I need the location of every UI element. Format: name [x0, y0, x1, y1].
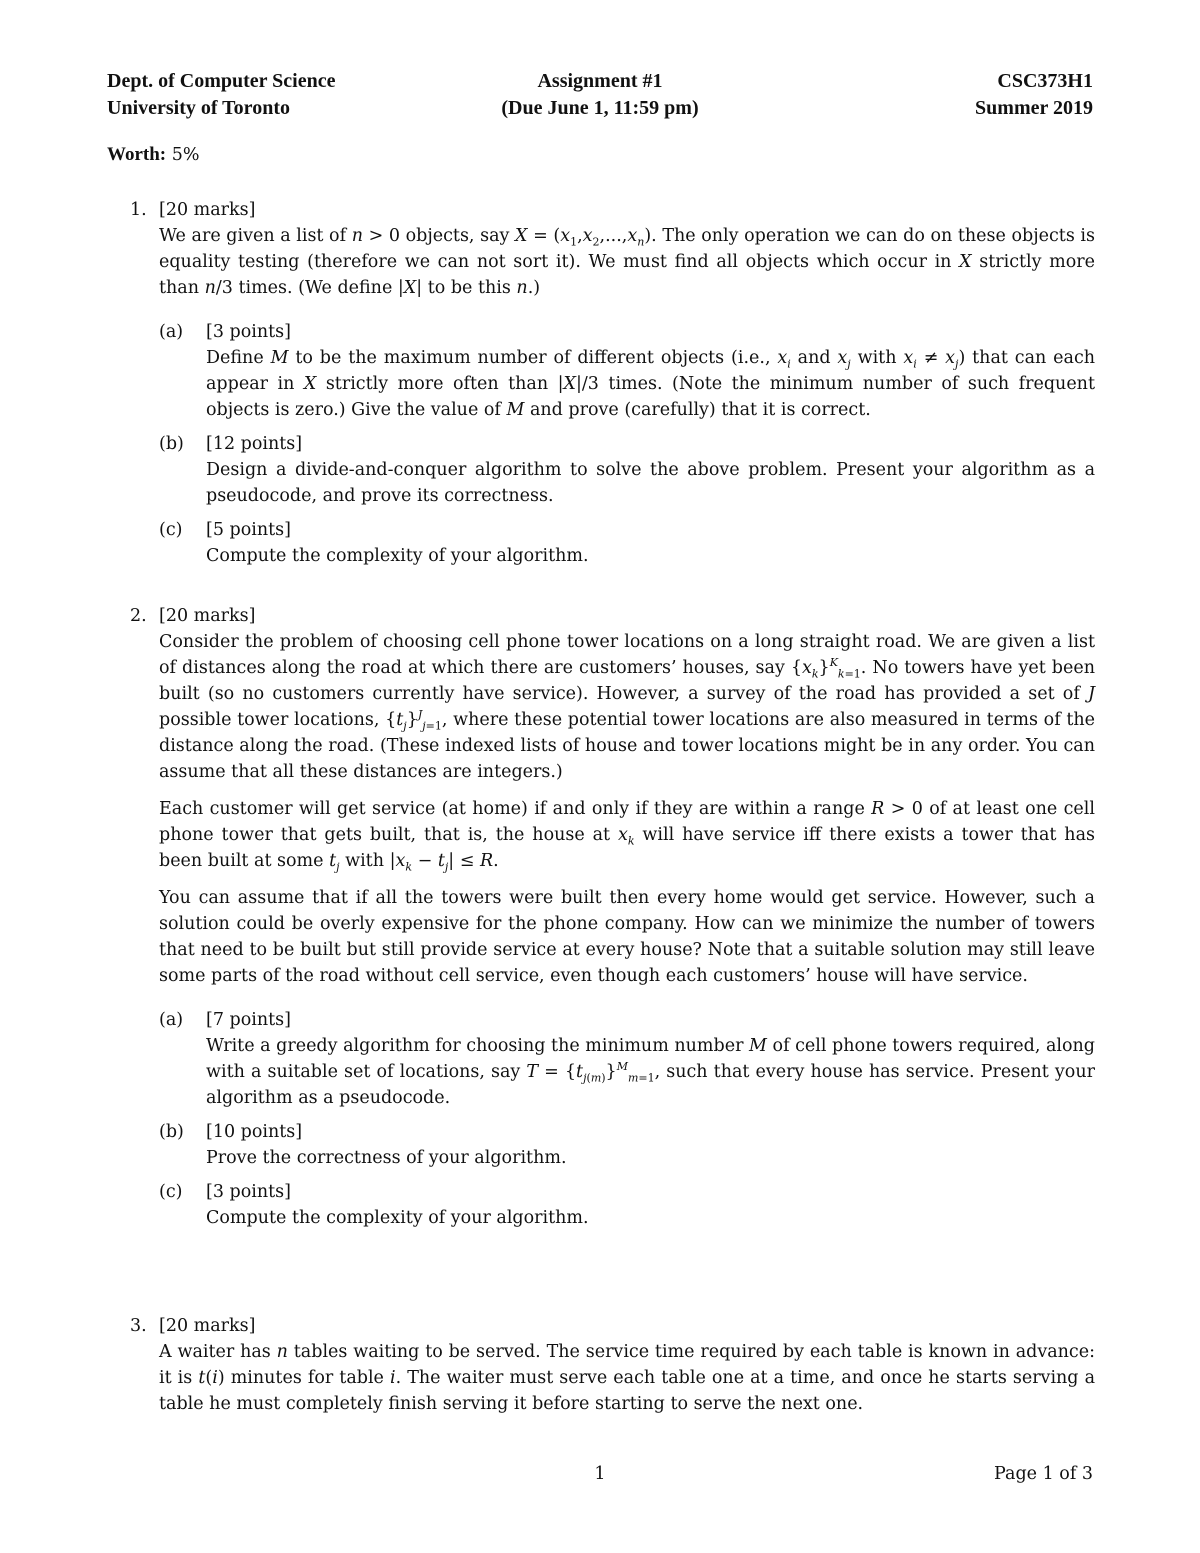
question-2 — [130, 603, 1095, 1231]
university: University of Toronto — [107, 97, 290, 119]
part-text: Define M to be the maximum number of different objects (i.e., $x_i$ and $x_j$ with $x_i \ne x_j$) that can each appear in X strictly more often than |X|/3 times. (Note the minimum number of such frequent objects is zero.) Give the value of M and prove (carefully) that it is correct. — [206, 348, 1096, 420]
part-points: [10 points] — [206, 1122, 303, 1142]
question-text: A waiter has n tables waiting to be served. The service time required by each table is known in advance: it is t(i) minutes for table i. The waiter must serve each table one at a time, and once he starts serving a table he must completely finish serving it before starting to serve the next one. — [159, 1342, 1095, 1414]
question-marks: [20 marks] — [159, 606, 256, 626]
question-marks: [20 marks] — [159, 1316, 256, 1336]
part-text: Compute the complexity of your algorithm. — [206, 546, 589, 566]
worth-label: Worth: — [107, 144, 167, 165]
page-of: Page 1 of 3 — [994, 1464, 1093, 1484]
question-marks: [20 marks] — [159, 200, 256, 220]
question-number: 1. — [130, 200, 147, 220]
header-center — [470, 68, 730, 122]
header-right — [975, 68, 1093, 122]
part-text: Prove the correctness of your algorithm. — [206, 1148, 567, 1168]
part-2a: (a) [7 points] Write a greedy algorithm for choosing the minimum number M of cell phone towers required, along with a suitable set of locations, say $T = \{t_{j(m)}\}^M_{m=1}$, such that every house has service. Present your algorithm as a pseudocode. — [159, 1007, 1095, 1111]
question-paragraph-3: You can assume that if all the towers were built then every home would get service. However, such a solution could be overly expensive for the phone company. How can we minimize the number of towers that need to be built but still provide service at every house? Note that a suitable solution may still leave some parts of the road without cell service, even though each customers’ house will have service. — [159, 888, 1095, 986]
question-paragraph-1: Consider the problem of choosing cell phone tower locations on a long straight road. We are given a list of distances along the road at which there are customers’ houses, say $\{x_k\}^K_{k=1}$. No towers have yet been built (so no customers currently have service). However, a survey of the road has provided a set of J possible tower locations, $\{t_j\}^J_{j=1}$, where these potential tower locations are also measured in terms of the distance along the road. (These indexed lists of house and tower locations might be in any order. You can assume that all these distances are integers.) — [159, 632, 1095, 782]
question-3 — [130, 1313, 1095, 1428]
part-points: [7 points] — [206, 1010, 291, 1030]
part-points: [5 points] — [206, 520, 291, 540]
part-1b: (b) [12 points] Design a divide-and-conquer algorithm to solve the above problem. Present your algorithm as a pseudocode, and prove its correctness. — [159, 431, 1095, 509]
question-number: 3. — [130, 1316, 147, 1336]
part-1a: (a) [3 points] Define M to be the maximum number of different objects (i.e., $x_i$ and $x_j$ with $x_i \ne x_j$) that can each appear in X strictly more often than |X|/3 times. (Note the minimum number of such frequent objects is zero.) Give the value of M and prove (carefully) that it is correct. — [159, 319, 1095, 423]
worth-value: 5% — [171, 145, 200, 165]
worth-line — [107, 144, 199, 166]
part-points: [3 points] — [206, 322, 291, 342]
term: Summer 2019 — [975, 97, 1093, 119]
part-text: Write a greedy algorithm for choosing the minimum number M of cell phone towers required, along with a suitable set of locations, say $T = \{t_{j(m)}\}^M_{m=1}$, such that every house has service. Present your algorithm as a pseudocode. — [206, 1036, 1096, 1108]
question-number: 2. — [130, 606, 147, 626]
question-text: We are given a list of n > 0 objects, say $X = (x_1,x_2,...,x_n)$. The only operation we can do on these objects is equality testing (therefore we can not sort it). We must find all objects which occur in X strictly more than n/3 times. (We define |X| to be this n.) — [159, 226, 1096, 298]
due-date: (Due June 1, 11:59 pm) — [501, 97, 699, 119]
course-code: CSC373H1 — [997, 70, 1093, 92]
part-1c: (c) [5 points] Compute the complexity of your algorithm. — [159, 517, 1095, 569]
part-points: [12 points] — [206, 434, 303, 454]
part-2c: (c) [3 points] Compute the complexity of your algorithm. — [159, 1179, 1095, 1231]
page-number: 1 — [594, 1464, 606, 1484]
part-2b: (b) [10 points] Prove the correctness of your algorithm. — [159, 1119, 1095, 1171]
part-text: Design a divide-and-conquer algorithm to solve the above problem. Present your algorithm as a pseudocode, and prove its correctness. — [206, 460, 1095, 506]
question-paragraph-2: Each customer will get service (at home) if and only if they are within a range R > 0 of at least one cell phone tower that gets built, that is, the house at $x_k$ will have service iff there exists a tower that has been built at some $t_j$ with $|x_k - t_j| \le R$. — [159, 799, 1095, 874]
part-text: Compute the complexity of your algorithm. — [206, 1208, 589, 1228]
department: Dept. of Computer Science — [107, 70, 336, 92]
question-1 — [130, 197, 1095, 569]
header-left — [107, 68, 335, 122]
part-points: [3 points] — [206, 1182, 291, 1202]
assignment-title: Assignment #1 — [537, 70, 663, 92]
